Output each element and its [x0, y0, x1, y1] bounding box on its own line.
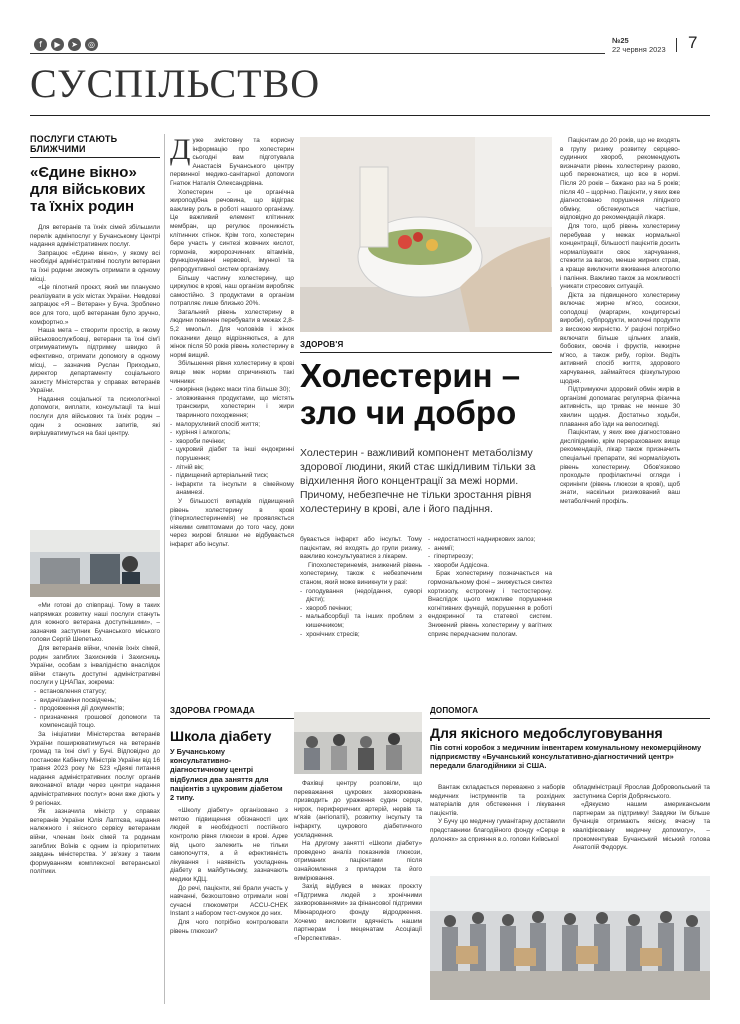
main-col2 [300, 536, 422, 639]
risk-factor: - інфаркти та інсульти в сімейному анамнезі. [170, 481, 294, 498]
left-body-1 [30, 224, 160, 439]
main-para: уже змістовну та корисну інформацію про холестерин сьогодні вам підготувала Анастасія Бучанського центру первинної медико-санітарної допомоги Гнатюк Наталія Олександрівна. [170, 137, 294, 187]
low-cholesterol-list-2 [428, 536, 552, 570]
left-body-2 [30, 602, 160, 877]
diabetes-photo [294, 712, 422, 774]
section-rule [30, 115, 710, 116]
right-para: Пацієнтам, у яких вже діагностовано дисліпідемію, крім перерахованих вище рекомендацій, лікар також призначить спеціальні препарати, які нормалізують рівень холестерину. Обов'язково проходьте профілактичні огляди і скринінги (рівень глюкози в крові), щоб знати, наскільки ризикований ваш метаболічний профіль. [560, 429, 680, 505]
right-para: Для того, щоб рівень холестерину перебував у межах нормальної концентрації, більшості пацієнтів досить нормалізувати своє харчування, стежити за вагою, менше жирних страв, а краще виключити вживання алкоголю і паління. Важливо також за можливості уникати стресових ситуацій. [560, 222, 680, 291]
main-headline: Холестерин – зло чи добро [300, 357, 521, 431]
main-rubric-rule [300, 352, 552, 353]
issue-date: 22 червня 2023 [612, 45, 666, 54]
main-rubric: ЗДОРОВ'Я [300, 340, 344, 349]
diabetes-para: Для чого потрібно контролювати рівень глюкози? [170, 918, 288, 935]
cause-item: - хвороби Аддісона. [428, 562, 552, 571]
social-links [34, 38, 98, 51]
left-para: Для ветеранів війни, членів їхніх сімей, родин загиблих Захисників і Захисниць України, особам з інвалідністю внаслідок війни стануть доступні адміністративні послуги у ЦНАПах, зокрема: [30, 644, 160, 687]
facebook-icon[interactable]: f [34, 38, 47, 51]
main-para: Більшу частину холестерину, що циркулює в крові, наш організм виробляє самостійно. З продуктами в організм потрапляє лише близько 20%. [170, 274, 294, 308]
aid-para: У Бучу цю медичну гуманітарну доставили представники благодійного фонду «Серце в долонях» за сприяння в.о. голови Київської [430, 818, 565, 843]
diabetes-para: Захід відбувся в межах проєкту «Підтримка людей з хронічними захворюваннями» за фінансової підтримки Міжнародного фонду відродження. Хочемо висловити вдячність нашим партнерам і меценатам Асоціації «Перспектива». [294, 883, 422, 942]
risk-factor: - ожиріння (індекс маси тіла більше 30); [170, 386, 294, 395]
left-para: «Це пілотний проєкт, який ми плануємо реалізувати в усіх містах України. Невдовзі запрацює «Я – Ветеран» у Буча. Зроблено все для того, щоб ветеранам було зручно, комфортно.» [30, 284, 160, 326]
diabetes-col1 [170, 807, 288, 936]
main-lead: Холестерин - важливий компонент метаболізму здорової людини, який стає шкідливим тільки за відхилення його концентрації за межі норми. Причому, небезпечне не тільки зростання рівня холестерину в крові, але і його падіння. [300, 447, 536, 515]
classroom-photo [294, 712, 422, 774]
left-headline: «Єдине вікно» для військових та їхніх родин [30, 164, 146, 215]
main-para: У більшості випадків підвищений рівень холестерину в крові (гіперхолестеринемія) не проявляється ніякими симптомами до того часу, доки через жирові бляшки не відбувається інфаркт або інсульт. [170, 497, 294, 548]
right-para: Пацієнтам до 20 років, що не входять в групу ризику розвитку серцево-судинних хвороб, рекомендують визначати рівень холестерину разово, щоб переконатися, що все в нормі. Після 20 років – бажано раз на 5 років; після 40 – щорічно. Пацієнти, у яких вже діагностовано порушення ліпідного обміну, обстежуються частіше, відповідно до рекомендацій лікаря. [560, 137, 680, 222]
diabetes-para: До речі, пацієнти, які брали участь у навчанні, безкоштовно отримали нові сучасні глюкометри ACCU-CHEK Instant з набором тест-смужок до них. [170, 884, 288, 918]
main-col3 [428, 536, 552, 639]
diabetes-headline: Школа діабету [170, 728, 272, 744]
main-header [300, 340, 552, 431]
left-bullet: - встановлення статусу; [34, 688, 160, 697]
drop-cap: Д [170, 133, 191, 166]
page-separator [676, 38, 677, 52]
main-para: бувається інфаркт або інсульт. Тому пацієнтам, які входять до групи ризику, важливо консультуватися з лікарем. [300, 536, 422, 561]
left-bullet: - видачі/заміни посвідчень; [34, 697, 160, 706]
aid-rubric: ДОПОМОГА [430, 706, 479, 715]
section-title: СУСПІЛЬСТВО [30, 61, 321, 106]
cause-item: - хронічних стресів; [300, 631, 422, 640]
diabetes-col2 [294, 780, 422, 943]
diabetes-para: «Школу діабету» організовано з метою підвищення обізнаності цих людей в необхідності постійного контролю рівня глюкози в крові. Адже від цього залежить не тільки самопочуття, а й ефективність лікування і наявність ускладнень діабету в майбутньому, зазначають медики КДЦ. [170, 807, 288, 883]
right-para: Дієта за підвищеного холестерину включає жирне м'ясо, сосиски, солодощі (маргарин, кондитерські вироби), субпродукти, молочні продукти з високою жирністю. У раціоні потрібно включати більше цільних злаків, бобових, овочів і фруктів, нежирне м'ясо, а також рибу, горіхи. Ведіть активний спосіб життя, здорового харчування, займайтеся фізкультурою щодня. [560, 291, 680, 385]
main-col1-top [170, 133, 294, 550]
left-para: Наша мета – створити простір, в якому військовослужбовці, ветерани та їхні сім'ї отримуватимуть підтримку швидко й ефективно, отримати допомогу в одному місці, – зазначив Руслан Приходько, директор департаменту соціального захисту Міністерства у справах ветеранів України. [30, 327, 160, 395]
main-para: Збільшення рівня холестерину в крові вище меж норми спричиняють такі чинники: [170, 360, 294, 385]
aid-subhead: Пів сотні коробок з медичним інвентарем комунальному некомерційному підприємству «Бучанський консультативно-діагностичний центр» передали благодійники зі США. [430, 743, 702, 771]
aid-article [430, 706, 710, 771]
office-photo-illustration [30, 530, 160, 597]
risk-factor: - цукровий діабет та інші ендокринні порушення; [170, 446, 294, 463]
left-article [30, 134, 160, 439]
left-para: Запрацює «Єдине вікно», у якому всі необхідні адміністративні послуги ветерани та їхні родини зможуть отримати в одному місці. [30, 249, 160, 283]
right-para: Підтримуючи здоровий обмін жирів в організмі допомагає регулярна фізична активність, що триває не менше 30 хвилин щодня. Достатньо ходьби, плавання або їзди на велосипеді. [560, 386, 680, 428]
issue-info [612, 36, 666, 54]
aid-para: обладміністрації Ярослав Добровольський та заступника Сергія Добрянського. [573, 784, 710, 800]
issue-number: №25 [612, 36, 629, 45]
instagram-icon[interactable]: ◎ [85, 38, 98, 51]
aid-col2 [573, 784, 710, 853]
page-number: 7 [688, 33, 698, 52]
main-para: Загальний рівень холестерину в людини повинен перебувати в межах 2,8-5,2 ммоль/л. Для чоловіків і жінок показники дещо відрізняються, а для жінок після 50 років рівень холестерину в нормі вищий. [170, 308, 294, 359]
risk-factor: - малорухливий спосіб життя; [170, 421, 294, 430]
youtube-icon[interactable]: ▶ [51, 38, 64, 51]
diabetes-article [170, 728, 288, 936]
main-para: Гіпохолестеринемія, знижений рівень холестерину, також є небезпечним станом, який може виникнути у разі: [300, 561, 422, 586]
left-bullet: - продовження дії документів; [34, 705, 160, 714]
aid-para: Вантаж складається переважно з наборів медичних інструментів та розхідних матеріалів для обстеження і лікування пацієнтів. [430, 784, 565, 817]
left-photo [30, 530, 160, 597]
left-bullet: - призначення грошової допомоги та компенсацій тощо. [34, 714, 160, 731]
main-para: Холестерин – це органічна жироподібна речовина, що відіграє важливу роль в роботі нашого організму. Це важливий елемент клітинних мембран, що регулює проникність клітинних стінок. Крім того, холестерин бере участь у синтезі жовчних кислот, гормонів, жиророзчинних вітамінів, функціонуванні нервової, імунної та репродуктивної систем організму. [170, 188, 294, 273]
risk-factors-list [170, 386, 294, 498]
cause-item: - хвороб печінки; [300, 605, 422, 614]
risk-factor: - хвороби печінки; [170, 438, 294, 447]
aid-col1 [430, 784, 565, 844]
low-cholesterol-list [300, 588, 422, 640]
risk-factor: - літній вік; [170, 464, 294, 473]
left-para: Як зазначила міністр у справах ветеранів України Юлія Лаптєва, надання належного і якісного сервісу ветеранам війни, членам їхніх сімей та родинам загиблих Воїнів є одним із пріоритетних завдань міністерства. У зв'язку з таким формуванням комплексної ветеранської політики. [30, 808, 160, 876]
left-rubric-rule [30, 157, 160, 158]
aid-rubric-rule [430, 718, 710, 719]
diabetes-rubric: ЗДОРОВА ГРОМАДА [170, 706, 255, 715]
right-column [560, 137, 680, 507]
cause-item: - гіпертиреозу; [428, 553, 552, 562]
risk-factor: - підвищений артеріальний тиск; [170, 472, 294, 481]
cause-item: - мальабсорбції та інших проблем з кишечником; [300, 613, 422, 630]
left-bullets [34, 688, 160, 731]
aid-para: «Дякуємо нашим американським партнерам за підтримку! Завдяки їм більше бучанців отримають якісну, вчасну та кваліфіковану медичну допомогу», – прокоментував Бучанський міський голова Анатолій Федорук. [573, 801, 710, 852]
left-para: За ініціативи Міністерства ветеранів України поширюватимуться на ветеранів громад та їхні сім'ї у Бучі. Відповідно до постанови Кабінету Міністрів України від 16 травня 2023 року № 523 «Деякі питання надання адміністративних послуг органів виконавчої влади через центри надання адміністративних послуг» вони вже діють у 9 регіонах. [30, 730, 160, 807]
main-photo [300, 137, 552, 332]
telegram-icon[interactable]: ➤ [68, 38, 81, 51]
diabetes-subhead: У Бучанському консультативно-діагностичному центрі відбулися два заняття для пацієнтів з цукровим діабетом 2 типу. [170, 747, 283, 803]
left-para: Для ветеранів та їхніх сімей збільшили перелік адмінпослуг у Бучанському Центрі надання адміністративних послуг. [30, 224, 160, 249]
aid-photo [430, 876, 710, 1000]
cause-item: - голодування (недоїдання, суворі дієти); [300, 588, 422, 605]
left-rubric: ПОСЛУГИ СТАЮТЬ БЛИЖЧИМИ [30, 134, 118, 154]
left-para: «Ми готові до співпраці. Тому в таких напрямках розвитку наші послуги стануть для кожного ветерана доступнішими», – зазначив заступник Бучанського міського голови Сергій Шепетько. [30, 602, 160, 644]
left-para: Надання соціальної та психологічної допомоги, виплати, консультації та інші послуги для військових та їхніх родин – один з основних запитів, які вирішуватимуться на базі центру. [30, 395, 160, 438]
column-divider [164, 134, 165, 1004]
diabetes-para: Фахівці центру розповіли, що переважання цукрових захворювань призводить до ураження судин серця, нирок, периферичних артерій, нервів та м'язів (ангіопатії), розвитку інсульту та інфаркту, цукрового діабетичного ускладнення. [294, 780, 422, 839]
cause-item: - анемії; [428, 545, 552, 554]
salad-bowl-photo [300, 137, 552, 332]
cause-item: - недостатності надниркових залоз; [428, 536, 552, 545]
volunteers-with-boxes-photo [430, 876, 710, 1000]
aid-headline: Для якісного медобслуговування [430, 725, 663, 741]
main-para: Брак холестерину позначається на гормональному фоні – знижується синтез кортизолу, естрогену і тестостерону. Внаслідок цього можливе порушення когнітивних функцій, порушення в роботі ендокринної та статевої систем. Знижений рівень холестерину у вагітних сприяє передчасним пологам. [428, 570, 552, 638]
header-rule [30, 53, 605, 54]
diabetes-para: На другому занятті «Школи діабету» проведено аналіз показників глюкози, отриманих пацієнтами після ознайомлення з приладом та його вимірювання. [294, 840, 422, 882]
risk-factor: - куріння і алкоголь; [170, 429, 294, 438]
risk-factor: - зловживання продуктами, що містять трансжири, холестерин і жири тваринного походження; [170, 395, 294, 421]
